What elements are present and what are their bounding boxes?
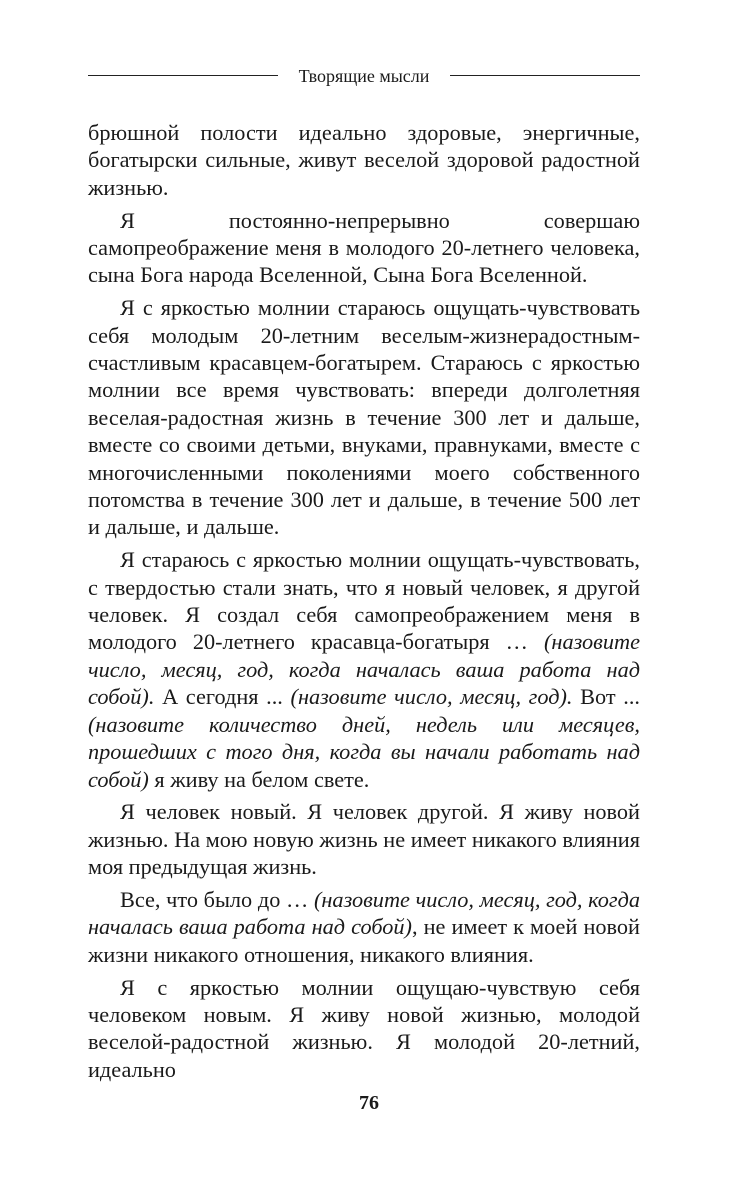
paragraph-7: [88, 974, 640, 1084]
paragraph-text: Я постоянно-непрерывно совершаю самопреображение меня в молодого 20-летнего человека, сына Бога народа Вселенной, Сына Бога Вселенной.: [88, 207, 640, 288]
running-header-title: Творящие мысли: [298, 66, 430, 86]
paragraph-3: [88, 294, 640, 541]
italic-instruction: (назовите количество дней, недель или месяцев, прошедших с того дня, когда вы начали работать над собой): [88, 711, 640, 792]
page-number: 76: [359, 1092, 379, 1114]
paragraph-text: Все, что было до …: [120, 886, 314, 912]
paragraph-text: , не имеет к моей новой жизни никакого отношения, никакого влияния.: [88, 914, 640, 967]
paragraph-text: брюшной полости идеально здоровые, энергичные, богатырски сильные, живут веселой здоровой радостной жизнью.: [88, 120, 640, 200]
paragraph-1: [88, 119, 640, 201]
header-rule-right: [450, 75, 640, 76]
paragraph-6: [88, 886, 640, 968]
paragraph-text: Я человек новый. Я человек другой. Я живу новой жизнью. На мою новую жизнь не имеет никакого влияния моя предыдущая жизнь.: [88, 799, 640, 880]
paragraph-4: [88, 546, 640, 793]
paragraph-text: я живу на белом свете.: [148, 766, 370, 792]
body-text: [88, 119, 640, 1089]
paragraph-5: [88, 798, 640, 880]
paragraph-2: [88, 207, 640, 289]
italic-instruction: (назовите число, месяц, год, когда началась ваша работа над собой).: [88, 629, 640, 710]
italic-instruction: (назовите число, месяц, год, когда началась ваша работа над собой): [88, 886, 640, 940]
paragraph-text: А сегодня ...: [154, 684, 291, 710]
paragraph-text: Вот ...: [572, 684, 640, 710]
paragraph-text: Я стараюсь с яркостью молнии ощущать-чувствовать, с твердостью стали знать, что я новый человек, я другой человек. Я создал себя самопреображением меня в молодого 20-летнего красавца-богатыря …: [88, 547, 640, 655]
italic-instruction: (назовите число, месяц, год).: [290, 684, 573, 710]
running-header: [88, 64, 640, 88]
paragraph-text: Я с яркостью молнии стараюсь ощущать-чувствовать себя молодым 20-летним веселым-жизнерадостным-счастливым красавцем-богатырем. Стараюсь с яркостью молнии все время чувствовать: впереди долголетняя веселая-радостная жизнь в течение 300 лет и дальше, вместе со своими детьми, внуками, правнуками, вместе с многочисленными поколениями моего собственного потомства в течение 300 лет и дальше, в течение 500 лет и дальше, и дальше.: [88, 295, 640, 540]
paragraph-text: Я с яркостью молнии ощущаю-чувствую себя человеком новым. Я живу новой жизнью, молодой веселой-радостной жизнью. Я молодой 20-летний, идеально: [88, 974, 640, 1082]
